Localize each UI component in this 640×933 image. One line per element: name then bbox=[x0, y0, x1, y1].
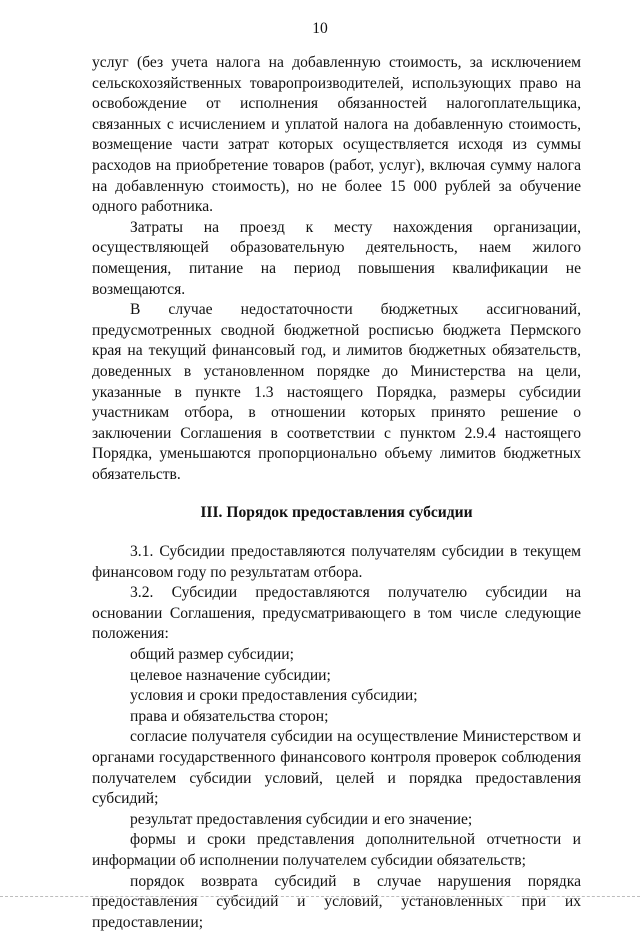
list-item-refund-procedure: порядок возврата субсидий в случае нарушения порядка предоставления субсидий и условий, установленных при их предоставлении; bbox=[92, 872, 581, 931]
list-item-consent-inspections: согласие получателя субсидии на осуществление Министерством и органами государственного финансового контроля проверок соблюдения получателем субсидии условий, целей и порядка предоставления субсидий; bbox=[92, 728, 581, 808]
paragraph-services-continuation: услуг (без учета налога на добавленную стоимость, за исключением сельскохозяйственных товаропроизводителей, использующих право на освобождение от исполнения обязанностей налогоплательщика, связанных с исчислением и уплатой налога на добавленную стоимость, возмещение части затрат которых осуществляется исходя из суммы расходов на приобретение товаров (работ, услуг), включая сумму налога на добавленную стоимость), но не более 15 000 рублей за обучение одного работника. bbox=[92, 54, 581, 216]
list-item-total-amount: общий размер субсидии; bbox=[130, 646, 294, 664]
list-item-conditions: условия и сроки предоставления субсидии; bbox=[130, 687, 418, 705]
paragraph-3-1: 3.1. Субсидии предоставляются получателям субсидии в текущем финансовом году по результатам отбора. bbox=[92, 543, 581, 581]
list-item-purpose: целевое назначение субсидии; bbox=[130, 666, 331, 684]
list-item-rights: права и обязательства сторон; bbox=[130, 707, 329, 725]
page-bottom-edge bbox=[0, 896, 640, 897]
paragraph-travel-costs: Затраты на проезд к месту нахождения организации, осуществляющей образовательную деятельность, наем жилого помещения, питание на период повышения квалификации не возмещаются. bbox=[92, 218, 581, 298]
page-number: 10 bbox=[312, 20, 328, 37]
paragraph-3-2: 3.2. Субсидии предоставляются получателю субсидии на основании Соглашения, предусматривающего в том числе следующие положения: bbox=[92, 584, 581, 643]
list-item-result: результат предоставления субсидии и его значение; bbox=[130, 810, 473, 828]
document-body bbox=[92, 53, 581, 933]
section-heading: III. Порядок предоставления субсидии bbox=[200, 504, 473, 522]
paragraph-budget-insufficiency: В случае недостаточности бюджетных ассигнований, предусмотренных сводной бюджетной росписью бюджета Пермского края на текущий финансовый год, и лимитов бюджетных обязательств, доведенных в установленном порядке до Министерства на цели, указанные в пункте 1.3 настоящего Порядка, размеры субсидии участникам отбора, в отношении которых принято решение о заключении Соглашения в соответствии с пунктом 2.9.4 настоящего Порядка, уменьшаются пропорционально объему лимитов бюджетных обязательств. bbox=[92, 301, 581, 483]
list-item-reporting: формы и сроки представления дополнительной отчетности и информации об исполнении получателем субсидии обязательств; bbox=[92, 831, 581, 869]
